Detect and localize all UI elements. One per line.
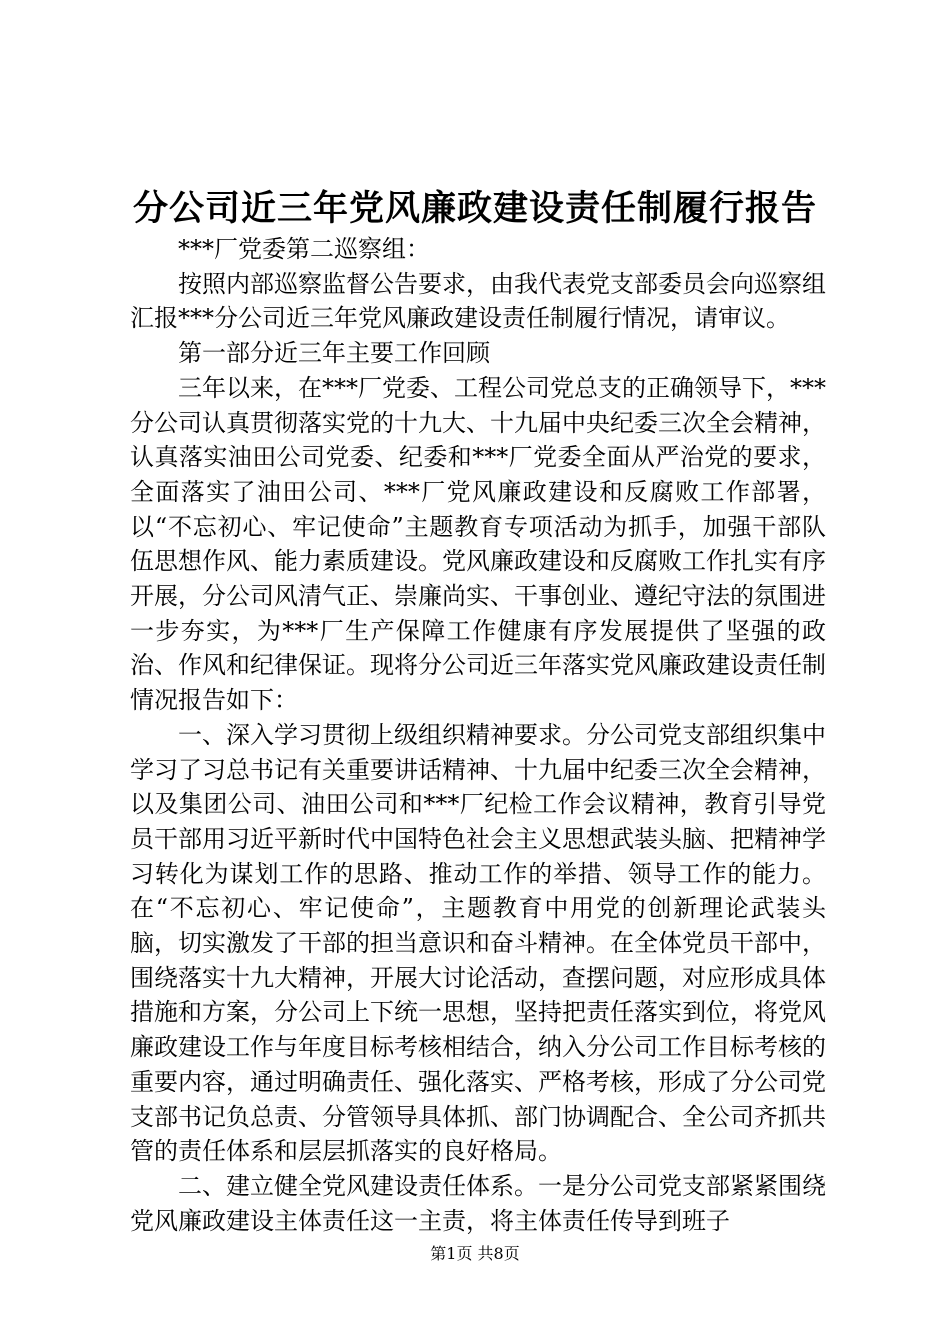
item-one-paragraph: 一、深入学习贯彻上级组织精神要求。分公司党支部组织集中学习了习总书记有关重要讲话精神、十九届中纪委三次全会精神，以及集团公司、油田公司和***厂纪检工作会议精神，教育引导党员干部用习近平新时代中国特色社会主义思想武装头脑、把精神学习转化为谋划工作的思路、推动工作的举措、领导工作的能力。在“不忘初心、牢记使命”，主题教育中用党的创新理论武装头脑，切实激发了干部的担当意识和奋斗精神。在全体党员干部中，围绕落实十九大精神，开展大讨论活动，查摆问题，对应形成具体措施和方案，分公司上下统一思想，坚持把责任落实到位，将党风廉政建设工作与年度目标考核相结合，纳入分公司工作目标考核的重要内容，通过明确责任、强化落实、严格考核，形成了分公司党支部书记负总责、分管领导具体抓、部门协调配合、全公司齐抓共管的责任体系和层层抓落实的良好格局。 [130, 720, 826, 1166]
intro-paragraph: 按照内部巡察监督公告要求，由我代表党支部委员会向巡察组汇报***分公司近三年党风廉政建设责任制履行情况，请审议。 [130, 269, 826, 333]
document-title: 分公司近三年党风廉政建设责任制履行报告 [132, 188, 817, 229]
page-footer: 第1页 共8页 [430, 1244, 520, 1263]
review-paragraph: 三年以来，在***厂党委、工程公司党总支的正确领导下，***分公司认真贯彻落实党的十九大、十九届中央纪委三次全会精神，认真落实油田公司党委、纪委和***厂党委全面从严治党的要求，全面落实了油田公司、***厂党风廉政建设和反腐败工作部署，以“不忘初心、牢记使命”主题教育专项活动为抓手，加强干部队伍思想作风、能力素质建设。党风廉政建设和反腐败工作扎实有序开展，分公司风清气正、崇廉尚实、干事创业、遵纪守法的氛围进一步夯实，为***厂生产保障工作健康有序发展提供了坚强的政治、作风和纪律保证。现将分公司近三年落实党风廉政建设责任制情况报告如下： [130, 373, 826, 715]
item-two-paragraph: 二、建立健全党风建设责任体系。一是分公司党支部紧紧围绕党风廉政建设主体责任这一主责，将主体责任传导到班子 [130, 1171, 826, 1235]
document-body [130, 232, 826, 1238]
salutation-paragraph: ***厂党委第二巡察组： [178, 235, 430, 263]
section-heading-paragraph: 第一部分近三年主要工作回顾 [178, 339, 490, 368]
